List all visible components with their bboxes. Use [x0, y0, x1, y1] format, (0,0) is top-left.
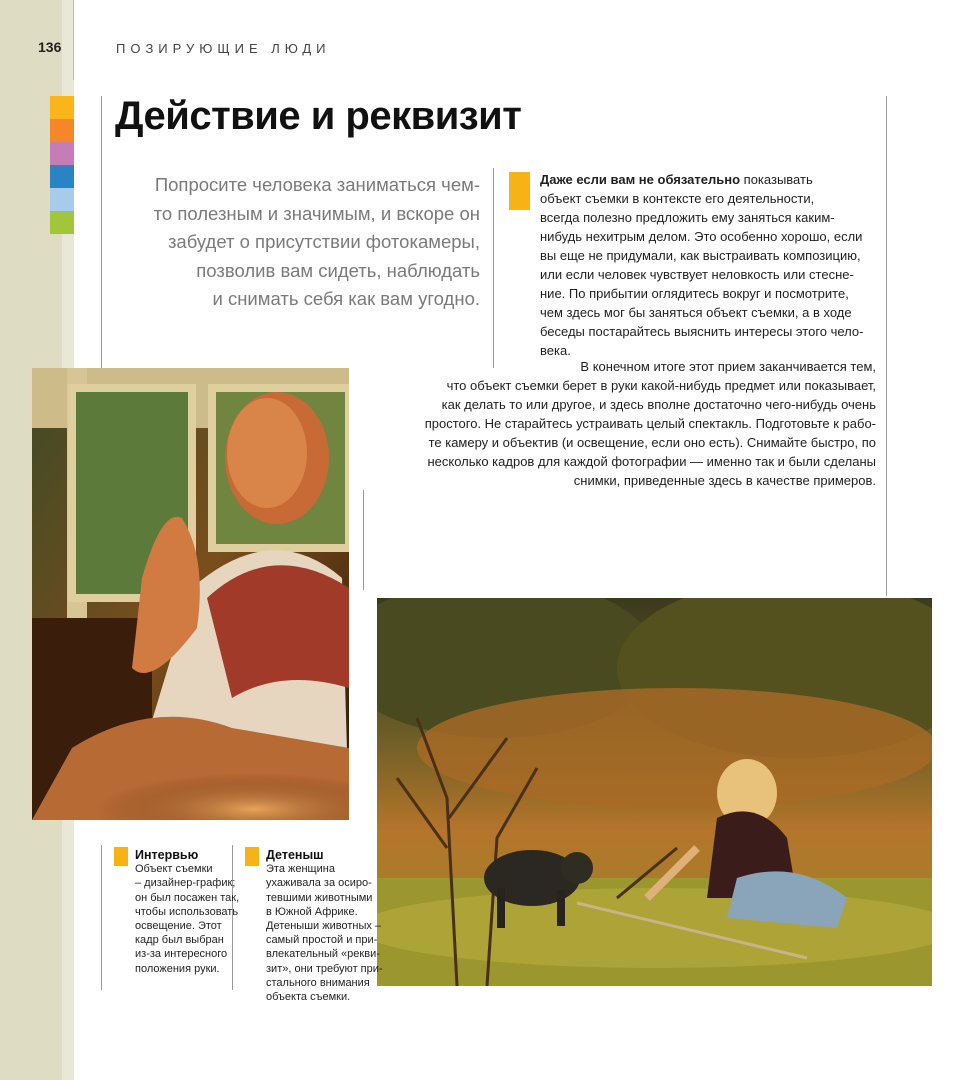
caption-interview	[135, 848, 239, 976]
body-line: те камеру и объектив (и освещение, если оно есть). Снимайте быстро, по	[428, 435, 876, 450]
photo-cub	[377, 598, 932, 986]
caption-line: объекта съемки.	[266, 991, 351, 1004]
paragraph-marker	[509, 172, 530, 210]
rule-left	[101, 96, 102, 368]
swatch-pink	[50, 142, 74, 165]
body-column-2	[376, 357, 876, 490]
caption-line: Объект съемки	[135, 863, 213, 876]
caption-icon-cub	[245, 847, 259, 866]
caption-line: из-за интересного	[135, 948, 228, 961]
rule-right	[886, 96, 887, 596]
swatch-light-blue	[50, 188, 74, 211]
caption-line: влекательный «рекви-	[266, 948, 380, 961]
caption-line: ухаживала за осиро-	[266, 877, 372, 890]
caption-line: зит», они требуют при-	[266, 962, 383, 975]
caption-cub-title: Детеныш	[266, 848, 324, 862]
body-line: как делать то или другое, и здесь вполне достаточно чего-нибудь очень	[441, 397, 876, 412]
body-column-1	[540, 170, 880, 360]
body-line: нибудь нехитрым делом. Это особенно хорошо, если	[540, 229, 863, 244]
caption-line: чтобы использовать	[135, 905, 239, 918]
body-line: ние. По прибытии оглядитесь вокруг и посмотрите,	[540, 286, 849, 301]
body-line: всегда полезно предложить ему заняться каким-	[540, 210, 835, 225]
body-line: снимки, приведенные здесь в качестве примеров.	[573, 473, 876, 488]
caption-icon-interview	[114, 847, 128, 866]
page-number: 136	[38, 39, 62, 55]
rule-middle	[493, 168, 494, 368]
swatch-blue	[50, 165, 74, 188]
caption-line: Детеныши животных –	[266, 920, 382, 933]
caption-line: положения руки.	[135, 962, 220, 975]
caption-line: самый простой и при-	[266, 934, 378, 947]
header-divider	[73, 0, 74, 80]
caption-line: – дизайнер-график;	[135, 877, 236, 890]
swatch-yellow	[50, 96, 74, 119]
caption-line: освещение. Этот	[135, 920, 222, 933]
section-title: ПОЗИРУЮЩИЕ ЛЮДИ	[116, 41, 331, 56]
swatch-green	[50, 211, 74, 234]
photo-interview	[32, 368, 349, 820]
rule-photo-gap	[363, 490, 364, 590]
caption-cub	[266, 848, 383, 1004]
body-line: простого. Не старайтесь устраивать целый спектакль. Подготовьте к рабо-	[424, 416, 876, 431]
swatch-orange	[50, 119, 74, 142]
body-line: века.	[540, 343, 571, 358]
intro-line: позволив вам сидеть, наблюдать	[196, 259, 480, 281]
caption-line: он был посажен так,	[135, 891, 240, 904]
rule-caption-1	[101, 845, 102, 990]
caption-line: в Южной Африке.	[266, 905, 358, 918]
body-line: В конечном итоге этот прием заканчивается тем,	[580, 359, 876, 374]
intro-line: то полезным и значимым, и вскоре он	[153, 202, 480, 224]
caption-line: тевшими животными	[266, 891, 373, 904]
body-line: вы еще не придумали, как выстраивать композицию,	[540, 248, 861, 263]
color-swatches	[50, 96, 74, 234]
lead-rest: показывать	[740, 172, 813, 187]
caption-line: кадр был выбран	[135, 934, 224, 947]
caption-interview-title: Интервью	[135, 848, 199, 862]
body-line: чем здесь мог бы заняться объект съемки, а в ходе	[540, 305, 852, 320]
body-line: беседы постарайтесь выяснить интересы этого чело-	[540, 324, 864, 339]
caption-line: стального внимания	[266, 976, 370, 989]
body-line: или если человек чувствует неловкость или стесне-	[540, 267, 854, 282]
intro-text	[104, 171, 480, 314]
intro-line: Попросите человека заниматься чем-	[154, 174, 480, 195]
body-line: несколько кадров для каждой фотографии — именно так и были сделаны	[427, 454, 876, 469]
article-title: Действие и реквизит	[115, 94, 522, 138]
body-line: что объект съемки берет в руки какой-нибудь предмет или показывает,	[446, 378, 876, 393]
caption-line: Эта женщина	[266, 863, 335, 876]
lead-bold: Даже если вам не обязательно	[540, 172, 741, 187]
intro-line: и снимать себя как вам угодно.	[212, 288, 480, 309]
intro-line: забудет о присутствии фотокамеры,	[167, 231, 480, 252]
body-line: объект съемки в контексте его деятельности,	[540, 191, 815, 206]
